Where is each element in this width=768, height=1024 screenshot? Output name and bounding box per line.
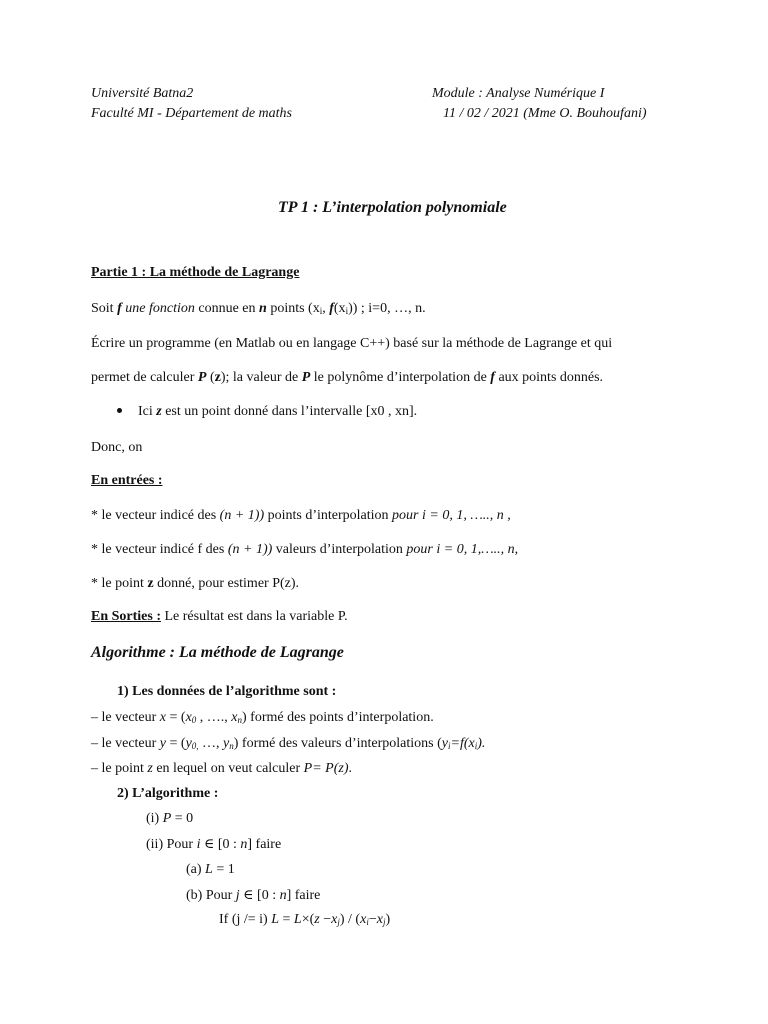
paragraph-program: Écrire un programme (en Matlab ou en langage C++) basé sur la méthode de Lagrange et qui xyxy=(91,336,613,351)
part1-heading: Partie 1 : La méthode de Lagrange xyxy=(91,265,300,280)
header-university: Université Batna2 xyxy=(91,86,194,101)
algo-step-init-p: (i) P = 0 xyxy=(146,811,194,826)
header-module: Module : Analyse Numérique I xyxy=(432,86,605,101)
algorithm-section-data: 1) Les données de l’algorithme sont : xyxy=(117,684,337,699)
outputs-heading: En Sorties : xyxy=(91,609,161,624)
algo-step-loop-j: (b) Pour j ∈ [0 : n] faire xyxy=(186,888,321,903)
algo-step-loop-i: (ii) Pour i ∈ [0 : n] faire xyxy=(146,837,282,852)
input-item-point-z: * le point z donné, pour estimer P(z). xyxy=(91,576,300,591)
inputs-heading: En entrées : xyxy=(91,473,163,488)
outputs-line: En Sorties : Le résultat est dans la variable P. xyxy=(91,609,348,624)
header-faculty: Faculté MI - Département de maths xyxy=(91,106,292,121)
input-item-values: * le vecteur indicé f des (n + 1)) valeurs d’interpolation pour i = 0, 1,….., n, xyxy=(91,542,519,557)
header-date-teacher: 11 / 02 / 2021 (Mme O. Bouhoufani) xyxy=(443,106,647,121)
data-point-z: – le point z en lequel on veut calculer P= P(z). xyxy=(91,761,352,776)
bullet-item: Ici z est un point donné dans l’intervalle [x0 , xn]. xyxy=(117,404,417,420)
data-vector-y: – le vecteur $y = (y_{0,}$ …, $y_n$) formé des valeurs d’interpolations ($y_i=f(x_i)$. xyxy=(91,736,486,751)
data-vector-x: – le vecteur $x = (x_0$ , …., $x_n$) formé des points d’interpolation. xyxy=(91,710,434,725)
page-title: TP 1 : L’interpolation polynomiale xyxy=(278,199,507,216)
text-donc: Donc, on xyxy=(91,440,143,455)
paragraph-compute: permet de calculer P (z); la valeur de P le polynôme d’interpolation de f aux points donnés. xyxy=(91,370,604,385)
algo-step-init-l: (a) L = 1 xyxy=(186,862,235,877)
paragraph-function: Soit f une fonction connue en n points ($x_i$, $f(x_i)$) ; i=0, …, n. xyxy=(91,301,426,316)
input-item-points: * le vecteur indicé des (n + 1)) points d’interpolation pour i = 0, 1, ….., n , xyxy=(91,508,511,523)
bullet-icon xyxy=(117,408,122,413)
algo-step-update-l: If (j /= i) $L = L\times(z -x_j) / (x_i-x_j)$ xyxy=(219,912,391,927)
algorithm-section-steps: 2) L’algorithme : xyxy=(117,786,219,801)
algorithm-heading: Algorithme : La méthode de Lagrange xyxy=(91,644,344,661)
